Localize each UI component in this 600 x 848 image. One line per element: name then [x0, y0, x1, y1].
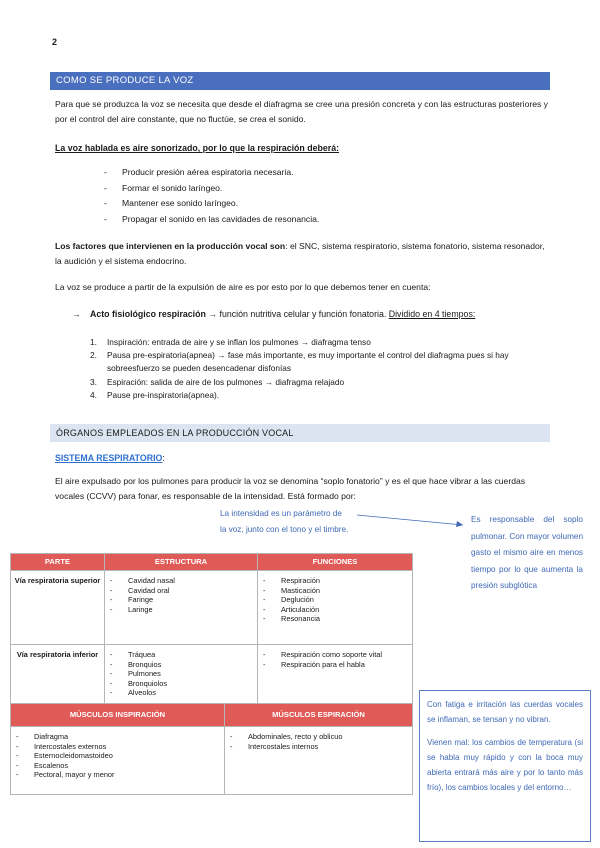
table-row: Vía respiratoria inferior - Tráquea - Bronquios - Pulmones - Bronquiolos - Alveolos - Respiración como soporte vital - Respiración para el habla: [11, 645, 413, 705]
act-rest: → función nutritiva celular y función fonatoria.: [205, 309, 389, 319]
arrow-bullet: →: [72, 309, 81, 319]
act-item: [72, 308, 550, 321]
part-cell: Vía respiratoria inferior: [11, 645, 105, 705]
page-number: 2: [52, 37, 58, 47]
section-heading-organos: ÓRGANOS EMPLEADOS EN LA PRODUCCIÓN VOCAL: [50, 424, 550, 442]
step-item: 1. Inspiración: entrada de aire y se inflan los pulmones → diafragma tenso: [90, 337, 371, 347]
breathing-heading: La voz hablada es aire sonorizado, por lo que la respiración deberá:: [55, 143, 340, 153]
intensity-note: La intensidad es un parámetro de la voz, junto con el tono y el timbre.: [220, 509, 349, 534]
factors-bold: Los factores que intervienen en la producción vocal son: [55, 241, 286, 251]
soplo-paragraph: El aire expulsado por los pulmones para producir la voz se denomina “soplo fonatorio” y es el que hace vibrar a las cuerdas vocales (CCVV) para fonar, es responsable de la intensidad. Está formado por:: [55, 476, 526, 501]
list-item: - Formar el sonido laríngeo.: [104, 181, 534, 197]
part-cell: Vía respiratoria superior: [11, 571, 105, 645]
list-item: - Mantener ese sonido laríngeo.: [104, 196, 534, 212]
col-header-espiracion: MÚSCULOS ESPIRACIÓN: [225, 704, 413, 727]
step-item: 2. Pausa pre-espiratoria(apnea) → fase más importante, es muy importante el control del diafragma pues si hay sobreesfuerzo se pueden desencadenar disfonías: [90, 350, 509, 374]
respiratory-table: [10, 553, 413, 705]
list-item: - Propagar el sonido en las cavidades de resonancia.: [104, 212, 534, 228]
act-bold: Acto fisiológico respiración: [90, 309, 206, 319]
col-header-inspiracion: MÚSCULOS INSPIRACIÓN: [11, 704, 225, 727]
factors-paragraph: [55, 239, 550, 269]
sistema-respiratorio-link[interactable]: SISTEMA RESPIRATORIO: [55, 453, 163, 463]
step-item: 4. Pause pre-inspiratoria(apnea).: [90, 389, 220, 400]
fatigue-note-box: Con fatiga e irritación las cuerdas vocales se inflaman, se tensan y no vibran. Vienen mal: los cambios de temperatura (si se habla muy rápido y con la boca muy abierta entrará más aire y por lo tanto más frío), los cambios locales y del entorno…: [419, 690, 591, 842]
col-header-estructura: ESTRUCTURA: [105, 554, 258, 571]
section-heading-como-se-produce: COMO SE PRODUCE LA VOZ: [50, 72, 550, 90]
table-row: Vía respiratoria superior - Cavidad nasal - Cavidad oral - Faringe - Laringe - Respiración - Masticación - Deglución - Articulación - Resonancia: [11, 571, 413, 645]
list-item: - Producir presión aérea espiratoria necesaria.: [104, 165, 534, 181]
col-header-funciones: FUNCIONES: [258, 554, 413, 571]
steps-list: [90, 336, 550, 402]
intro-paragraph: Para que se produzca la voz se necesita que desde el diafragma se cree una presión concreta y con las estructuras posteriores y por el control del aire constante, que no fluctúe, se crea el sonido.: [55, 99, 548, 124]
annotation-connector: [355, 512, 470, 530]
factors-rest: : el SNC, sistema respiratorio, sistema fonatorio, sistema resonador, la audición y el sistema endocrino.: [55, 241, 545, 266]
table-row: - Diafragma - Intercostales externos - Esternocleidomastoideo - Escalenos - Pectoral, mayor y menor - Abdominales, recto y oblicuo - Intercostales internos: [11, 727, 413, 795]
subsystem-heading: SISTEMA RESPIRATORIO:: [55, 453, 165, 463]
act-underline: Dividido en 4 tiempos:: [388, 309, 476, 319]
col-header-parte: PARTE: [11, 554, 105, 571]
breathing-list: [104, 165, 534, 227]
expulsion-paragraph: La voz se produce a partir de la expulsión de aire es por esto por lo que debemos tener en cuenta:: [55, 282, 431, 292]
soplo-pulmonar-note: Es responsable del soplo pulmonar. Con mayor volumen gasto el mismo aire en menos tiempo por lo que aumenta la presión subglótica: [471, 515, 583, 590]
muscles-table: [10, 703, 413, 795]
step-item: 3. Espiración: salida de aire de los pulmones → diafragma relajado: [90, 376, 345, 387]
